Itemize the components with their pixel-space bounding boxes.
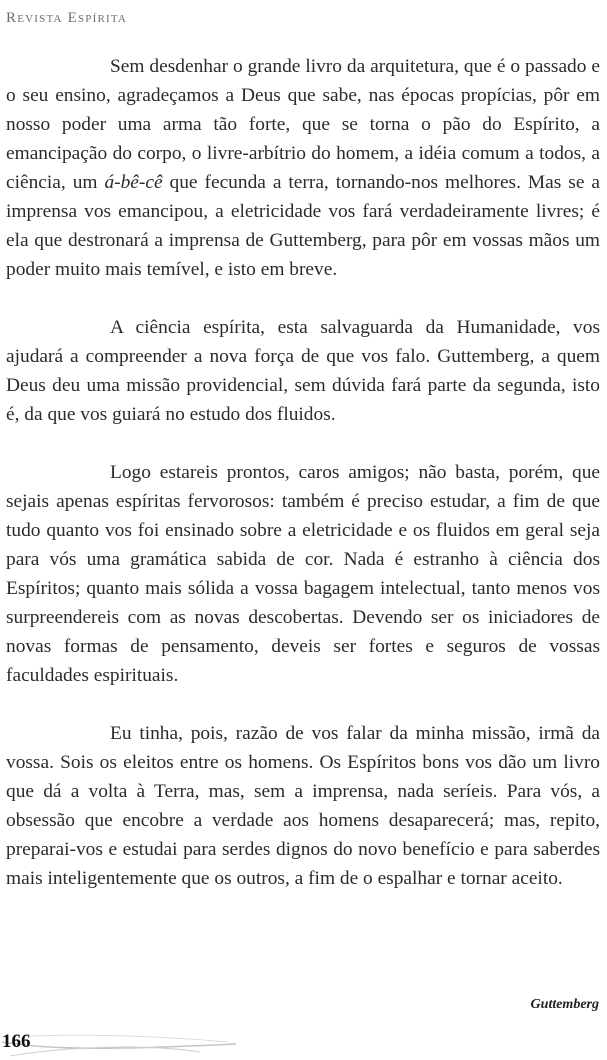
paragraph-1-text-before: Sem desdenhar o grande livro da arquitetura, que é o passado e o seu ensino, agradeçamos a Deus que sabe, nas épocas propícias, pôr em nosso poder uma arma tão forte, que se torna o pão do Espírito, a emancipação do corpo, o livre-arbítrio do homem, a idéia comum a todos, a ciência, um: [6, 56, 600, 193]
paragraph-3: Logo estareis prontos, caros amigos; não basta, porém, que sejais apenas espíritas fervorosos: também é preciso estudar, a fim de que tudo quanto vos foi ensinado sobre a eletricidade e os fluidos em geral seja para vós uma gramática sabida de cor. Nada é estranho à ciência dos Espíritos; quanto mais sólida a vossa bagagem intelectual, tanto menos vos surpreendereis com as novas descobertas. Devendo ser os iniciadores de novas formas de pensamento, deveis ser fortes e seguros de vossas faculdades espirituais.: [6, 462, 600, 686]
paragraph-4: Eu tinha, pois, razão de vos falar da minha missão, irmã da vossa. Sois os eleitos entre os homens. Os Espíritos bons vos dão um livro que dá a volta à Terra, mas, sem a imprensa, nada seríeis. Para vós, a obsessão que encobre a verdade aos homens desaparecerá; mas, repito, preparai-vos e estudai para serdes dignos do novo benefício e para saberdes mais inteligentemente que os outros, a fim de o espalhar e tornar aceito.: [6, 723, 600, 889]
decorative-swoosh-icon: [0, 1022, 240, 1060]
abc-emphasis: á-bê-cê: [104, 172, 163, 193]
running-header: Revista Espírita: [6, 10, 128, 26]
paragraph-1-text-after: que fecunda a terra, tornando-nos melhores. Mas se a imprensa vos emancipou, a eletricidade vos fará verdadeiramente livres; é ela que destronará a imprensa de Guttemberg, para pôr em vossas mãos um poder muito mais temível, e isto em breve.: [6, 172, 600, 280]
author-signature: Guttemberg: [530, 997, 599, 1012]
article-body: [6, 52, 600, 893]
page-number: 166: [2, 1031, 31, 1052]
paragraph-1: [6, 52, 600, 284]
paragraph-2: A ciência espírita, esta salvaguarda da Humanidade, vos ajudará a compreender a nova força de que vos falo. Guttemberg, a quem Deus deu uma missão providencial, sem dúvida fará parte da segunda, isto é, da que vos guiará no estudo dos fluidos.: [6, 317, 600, 425]
